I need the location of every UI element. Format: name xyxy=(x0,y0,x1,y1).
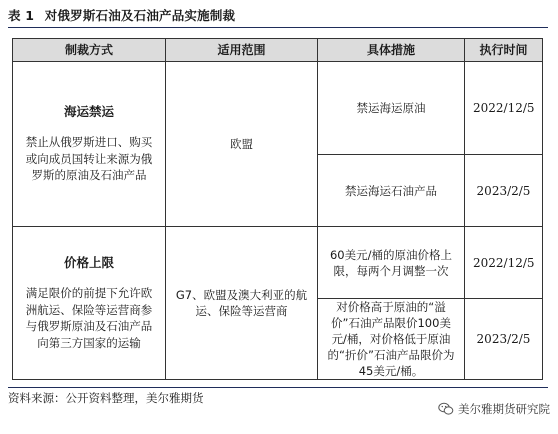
measure-cell: 禁运海运石油产品 xyxy=(318,155,465,227)
header-scope: 适用范围 xyxy=(166,39,318,62)
table-row xyxy=(13,227,543,299)
scope-cell: 欧盟 xyxy=(166,62,318,227)
measure-cell: 60美元/桶的原油价格上限，每两个月调整一次 xyxy=(318,227,465,299)
table-title: 对俄罗斯石油及石油产品实施制裁 xyxy=(44,8,236,23)
sanctions-table xyxy=(12,38,543,380)
table-caption xyxy=(8,7,548,28)
date-cell: 2022/12/5 xyxy=(465,227,543,299)
measure-cell: 禁运海运原油 xyxy=(318,62,465,155)
method-name: 海运禁运 xyxy=(63,104,114,120)
method-name: 价格上限 xyxy=(63,255,114,270)
source-note: 资料来源：公开资料整理，美尔雅期货 xyxy=(8,387,548,410)
watermark xyxy=(438,400,550,418)
watermark-text: 美尔雅期货研究院 xyxy=(458,402,550,416)
header-measure: 具体措施 xyxy=(318,39,465,62)
date-cell: 2022/12/5 xyxy=(465,62,543,155)
wechat-icon xyxy=(438,402,454,416)
measure-cell: 对价格高于原油的“溢价”石油产品限价100美元/桶，对价格低于原油的“折价”石油产品限价为45美元/桶。 xyxy=(318,299,465,380)
method-description: 禁止从俄罗斯进口、购买或向成员国转让来源为俄罗斯的原油及石油产品 xyxy=(25,135,153,183)
scope-cell: G7、欧盟及澳大利亚的航运、保险等运营商 xyxy=(166,227,318,380)
header-date: 执行时间 xyxy=(465,39,543,62)
date-cell: 2023/2/5 xyxy=(465,299,543,380)
date-cell: 2023/2/5 xyxy=(465,155,543,227)
method-cell xyxy=(13,62,166,227)
table-header-row xyxy=(13,39,543,62)
table-number: 表 1 xyxy=(8,8,35,23)
header-method: 制裁方式 xyxy=(13,39,166,62)
method-description: 满足限价的前提下允许欧洲航运、保险等运营商参与俄罗斯原油及石油产品向第三方国家的运输 xyxy=(25,286,153,350)
table-row xyxy=(13,62,543,155)
method-cell xyxy=(13,227,166,380)
